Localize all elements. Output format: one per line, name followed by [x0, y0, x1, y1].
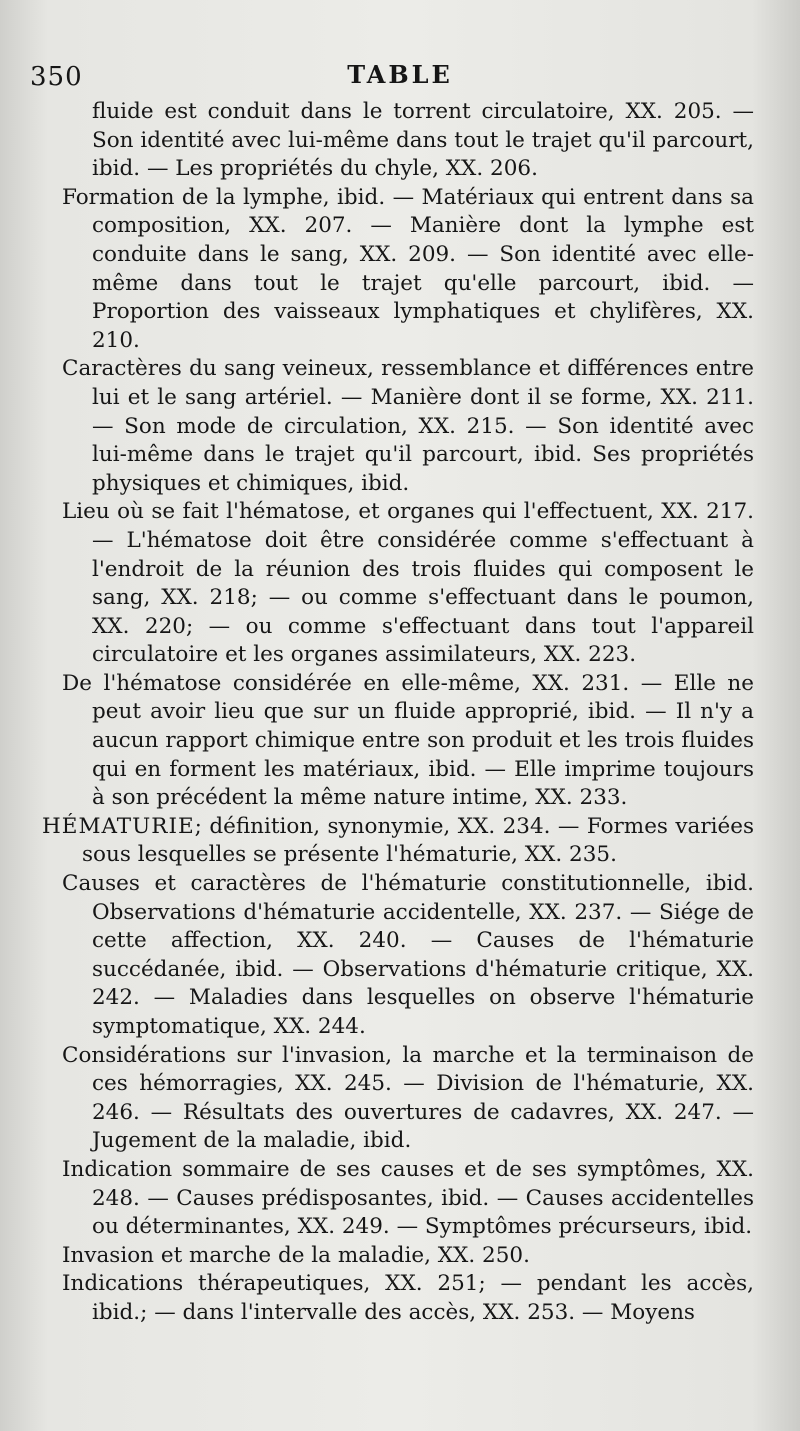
entry-text: Lieu où se fait l'hématose, et organes qui l'effectuent, XX. 217. — L'hématose doit être considérée comme s'effectuant à l'endroit de la réunion des trois fluides qui composent le sang, XX. 218; — ou comme s'effectuant dans le poumon, XX. 220; — ou comme s'effectuant dans tout l'appareil circulatoire et les organes assimilateurs, XX. 223. [62, 499, 754, 668]
entry-text: Indication sommaire de ses causes et de ses symptômes, XX. 248. — Causes prédisposantes, ibid. — Causes accidentelles ou déterminantes, XX. 249. — Symptômes précurseurs, ibid. [62, 1156, 754, 1240]
index-entry [62, 498, 754, 670]
index-entry [62, 870, 754, 1042]
index-entry [62, 1270, 754, 1327]
entry-text: Formation de la lymphe, ibid. — Matériaux qui entrent dans sa composition, XX. 207. — Manière dont la lymphe est conduite dans le sang, XX. 209. — Son identité avec elle-même dans tout le trajet qu'elle parcourt, ibid. — Proportion des vaisseaux lymphatiques et chylifères, XX. 210. [62, 184, 754, 353]
entry-text: Causes et caractères de l'hématurie constitutionnelle, ibid. Observations d'hématurie accidentelle, XX. 237. — Siége de cette affection, XX. 240. — Causes de l'hématurie succédanée, ibid. — Observations d'hématurie critique, XX. 242. — Maladies dans lesquelles on observe l'hématurie symptomatique, XX. 244. [62, 871, 754, 1039]
index-entry [92, 98, 754, 184]
running-title: TABLE [347, 60, 453, 89]
entry-text: Invasion et marche de la maladie, XX. 250. [62, 1242, 530, 1268]
entry-text: ; définition, synonymie, XX. 234. — Formes variées sous lesquelles se présente l'hématurie, XX. 235. [82, 813, 754, 868]
entry-text: De l'hématose considérée en elle-même, XX. 231. — Elle ne peut avoir lieu que sur un fluide approprié, ibid. — Il n'y a aucun rapport chimique entre son produit et les trois fluides qui en forment les matériaux, ibid. — Elle imprime toujours à son précédent la même nature intime, XX. 233. [62, 670, 754, 811]
index-entry [62, 1156, 754, 1242]
page-header [30, 60, 770, 96]
entry-text: Indications thérapeutiques, XX. 251; — pendant les accès, ibid.; — dans l'intervalle des accès, XX. 253. — Moyens [62, 1271, 754, 1325]
index-entry [62, 184, 754, 356]
page-number: 350 [30, 62, 83, 92]
index-entry [62, 1242, 754, 1271]
index-main-entry [42, 813, 754, 870]
index-entry [62, 355, 754, 498]
index-entry [62, 1042, 754, 1156]
entry-headword: HÉMATURIE [42, 813, 195, 839]
index-entries [42, 98, 754, 1328]
entry-text: fluide est conduit dans le torrent circulatoire, XX. 205. — Son identité avec lui-même dans tout le trajet qu'il parcourt, ibid. — Les propriétés du chyle, XX. 206. [92, 99, 754, 182]
index-entry [62, 670, 754, 813]
entry-text: Considérations sur l'invasion, la marche et la terminaison de ces hémorragies, XX. 245. — Division de l'hématurie, XX. 246. — Résultats des ouvertures de cadavres, XX. 247. — Jugement de la maladie, ibid. [62, 1042, 754, 1154]
entry-text: Caractères du sang veineux, ressemblance et différences entre lui et le sang artériel. — Manière dont il se forme, XX. 211. — Son mode de circulation, XX. 215. — Son identité avec lui-même dans le trajet qu'il parcourt, ibid. Ses propriétés physiques et chimiques, ibid. [62, 356, 754, 496]
